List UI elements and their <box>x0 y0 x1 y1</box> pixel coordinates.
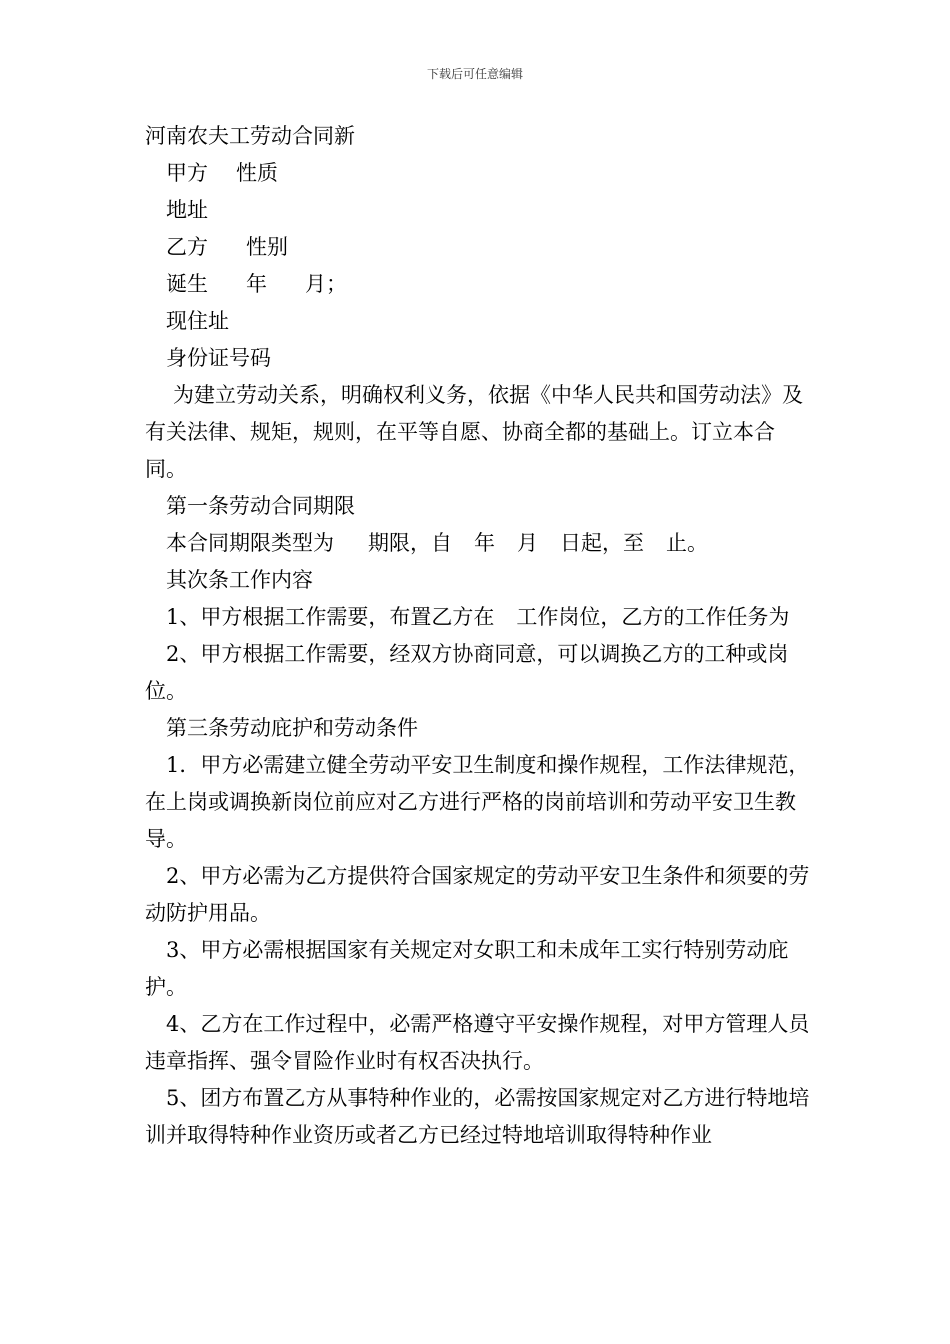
article-3-title: 第三条劳动庇护和劳动条件 <box>166 716 418 740</box>
article-1-year: 年 <box>474 531 495 555</box>
document-title: 河南农夫工劳动合同新 <box>145 124 355 148</box>
article-3-item-3: 3、甲方必需根据国家有关规定对女职工和未成年工实行特别劳动庇护。 <box>145 938 789 999</box>
id-number-line: 身份证号码 <box>166 346 271 370</box>
article-2-item-1 <box>145 599 810 636</box>
article-1-end: 止。 <box>666 531 708 555</box>
article-1-title: 第一条劳动合同期限 <box>166 494 355 518</box>
birth-year-label: 年 <box>246 272 267 296</box>
party-b-line <box>145 229 810 266</box>
article-1-period-from: 期限，自 <box>368 531 452 555</box>
article-2-item-1-a: 1、甲方根据工作需要，布置乙方在 <box>166 605 495 629</box>
current-address-line: 现住址 <box>166 309 229 333</box>
article-3-item-4: 4、乙方在工作过程中，必需严格遵守平安操作规程，对甲方管理人员违章指挥、强令冒险作业时有权否决执行。 <box>145 1012 810 1073</box>
article-1-day-to: 日起，至 <box>560 531 644 555</box>
article-3-item-1: 1．甲方必需建立健全劳动平安卫生制度和操作规程，工作法律规范，在上岗或调换新岗位前应对乙方进行严格的岗前培训和劳动平安卫生教导。 <box>145 753 810 851</box>
article-1-body <box>145 525 810 562</box>
birth-label: 诞生 <box>166 272 208 296</box>
address-line: 地址 <box>166 198 208 222</box>
party-a-line <box>145 155 810 192</box>
article-1-month: 月 <box>517 531 538 555</box>
page-header-note: 下载后可任意编辑 <box>426 67 523 81</box>
party-a-nature-label: 性质 <box>236 161 278 185</box>
party-b-gender-label: 性别 <box>246 235 288 259</box>
birth-line <box>145 266 810 303</box>
contract-body <box>145 118 810 1154</box>
party-b-label: 乙方 <box>166 235 208 259</box>
article-3-item-5: 5、团方布置乙方从事特种作业的，必需按国家规定对乙方进行特地培训并取得特种作业资历或者乙方已经过特地培训取得特种作业 <box>145 1086 810 1147</box>
birth-month-label: 月； <box>305 272 347 296</box>
intro-paragraph: 为建立劳动关系，明确权利义务，依据《中华人民共和国劳动法》及有关法律、规矩，规则，在平等自愿、协商全都的基础上。订立本合同。 <box>145 383 803 481</box>
article-2-item-1-b: 工作岗位，乙方的工作任务为 <box>516 605 790 629</box>
party-a-label: 甲方 <box>166 161 208 185</box>
article-1-type-label: 本合同期限类型为 <box>166 531 334 555</box>
article-3-item-2: 2、甲方必需为乙方提供符合国家规定的劳动平安卫生条件和须要的劳动防护用品。 <box>145 864 810 925</box>
article-2-title: 其次条工作内容 <box>166 568 313 592</box>
article-2-item-2: 2、甲方根据工作需要，经双方协商同意，可以调换乙方的工种或岗位。 <box>145 642 789 703</box>
